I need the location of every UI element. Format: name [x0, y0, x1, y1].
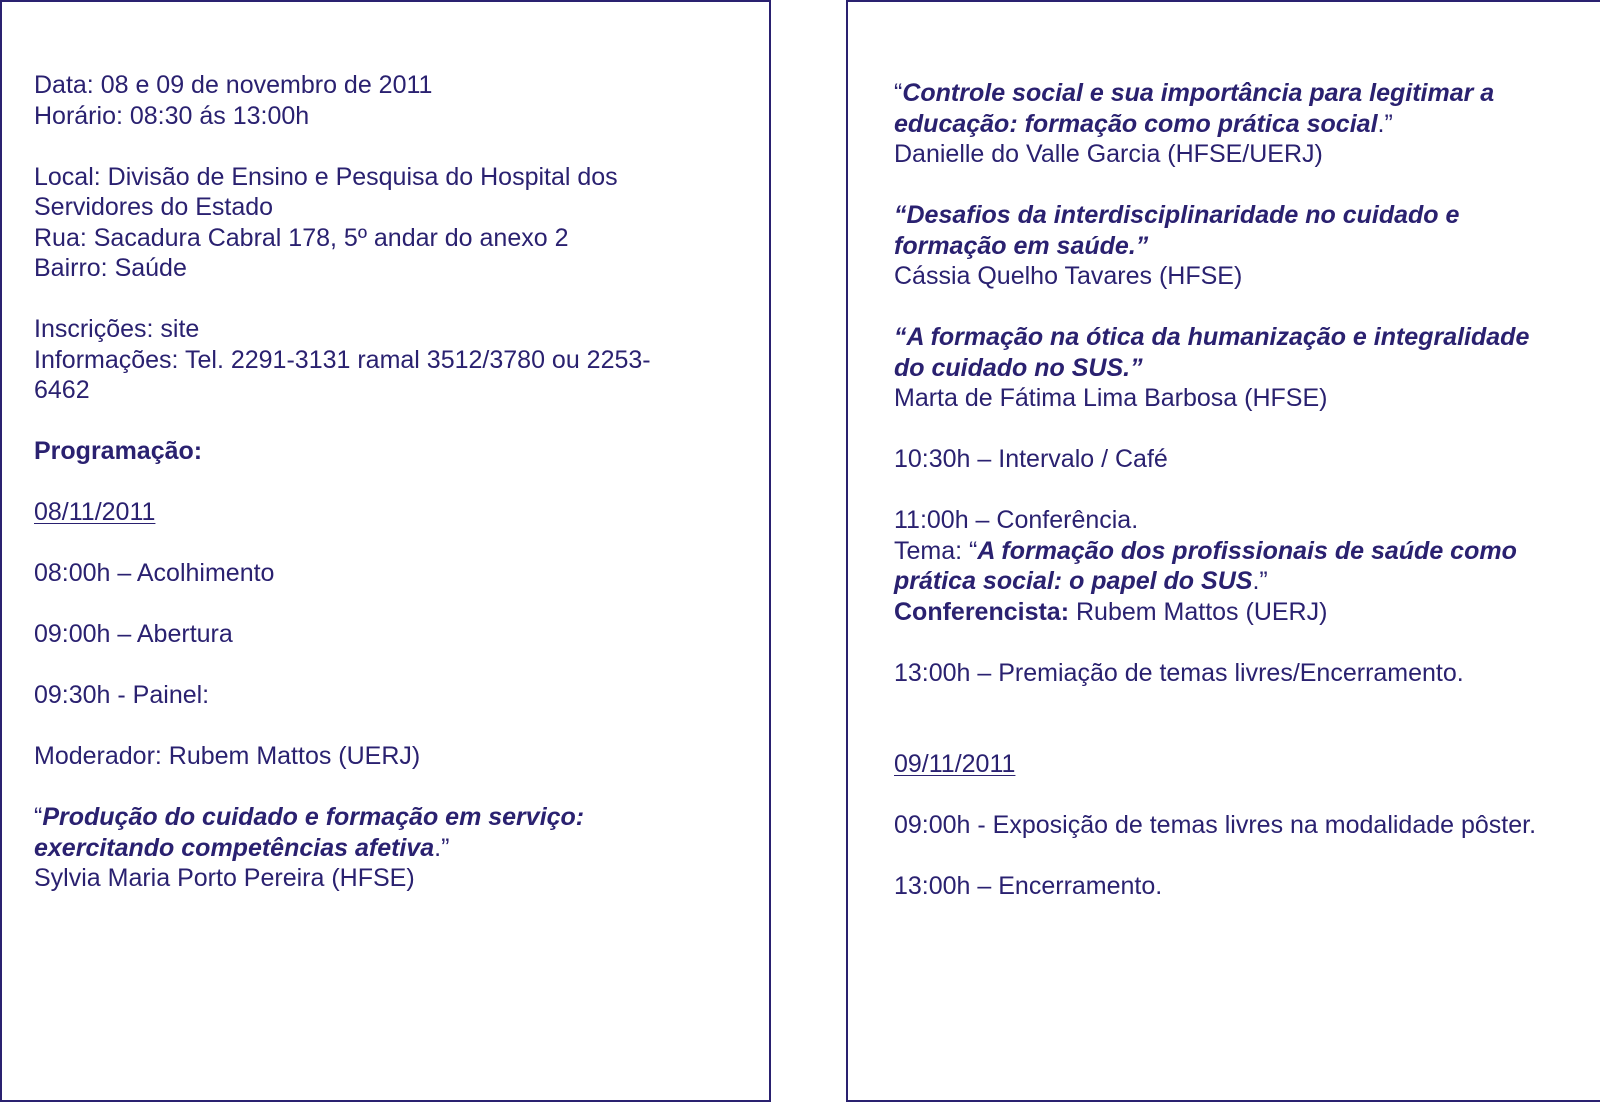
- talk2-close-quote: .”: [1377, 109, 1393, 138]
- event-time: Horário: 08:30 ás 13:00h: [34, 101, 310, 130]
- talk1-close-quote: .”: [434, 833, 450, 862]
- panel-moderator: Moderador: Rubem Mattos (UERJ): [34, 742, 421, 770]
- talk3-title-line2: formação em saúde.”: [894, 231, 1149, 260]
- spacer: [894, 688, 1600, 719]
- spacer: [894, 292, 1600, 323]
- conference-theme-line2: [894, 566, 1600, 597]
- event-street: Rua: Sacadura Cabral 178, 5º andar do anexo 2: [34, 223, 569, 252]
- conference-theme-prefix: Tema: “: [894, 536, 978, 565]
- schedule-item-conferencia: 11:00h – Conferência.: [894, 506, 1139, 534]
- spacer: [894, 627, 1600, 658]
- right-panel-content: [894, 78, 1600, 902]
- talk1-title-line1: [34, 802, 754, 833]
- event-location-line2: Servidores do Estado: [34, 193, 274, 221]
- conference-theme-close: .”: [1252, 567, 1268, 595]
- left-panel-content: [34, 70, 754, 894]
- conference-speaker-name: Rubem Mattos (UERJ): [1069, 597, 1328, 626]
- talk2-title-part2: educação: formação como prática social: [894, 109, 1378, 138]
- spacer: [34, 711, 754, 742]
- event-date: Data: 08 e 09 de novembro de 2011: [34, 71, 433, 99]
- schedule-item-encerramento: 13:00h – Encerramento.: [894, 872, 1163, 900]
- schedule-item-premiacao: 13:00h – Premiação de temas livres/Encerramento.: [894, 658, 1464, 687]
- talk4-speaker: Marta de Fátima Lima Barbosa (HFSE): [894, 384, 1328, 412]
- talk4-title-line2: do cuidado no SUS.”: [894, 353, 1143, 382]
- event-location-line1: Local: Divisão de Ensino e Pesquisa do Hospital dos: [34, 162, 618, 191]
- schedule-item-exposicao: 09:00h - Exposição de temas livres na modalidade pôster.: [894, 811, 1537, 839]
- spacer: [894, 475, 1600, 506]
- talk2-title-line2: [894, 109, 1600, 140]
- conference-theme-part1: A formação dos profissionais de saúde como: [977, 536, 1517, 565]
- day1-date-line: [34, 497, 754, 528]
- schedule-item-intervalo: 10:30h – Intervalo / Café: [894, 445, 1168, 473]
- spacer: [34, 772, 754, 803]
- talk3-speaker: Cássia Quelho Tavares (HFSE): [894, 262, 1243, 290]
- spacer: [34, 528, 754, 559]
- spacer: [894, 414, 1600, 445]
- conference-speaker-label: Conferencista:: [894, 597, 1070, 626]
- spacer: [34, 284, 754, 315]
- talk1-title-line2: [34, 833, 754, 864]
- talk1-title-part2: exercitando competências afetiva: [34, 833, 435, 862]
- left-panel: [0, 0, 771, 1102]
- day1-date: 08/11/2011: [34, 498, 156, 526]
- spacer: [34, 650, 754, 681]
- day2-date-line: [894, 749, 1600, 780]
- talk2-title-part1: Controle social e sua importância para legitimar a: [902, 79, 1495, 107]
- schedule-item-abertura: 09:00h – Abertura: [34, 620, 233, 648]
- right-panel: [846, 0, 1600, 1102]
- day2-date: 09/11/2011: [894, 750, 1016, 778]
- talk1-open-quote: “: [34, 803, 43, 831]
- spacer: [34, 406, 754, 437]
- talk1-speaker: Sylvia Maria Porto Pereira (HFSE): [34, 864, 415, 892]
- conference-theme-part2: prática social: o papel do SUS: [894, 567, 1253, 595]
- program-heading: Programação:: [34, 437, 203, 465]
- spacer: [894, 170, 1600, 201]
- talk2-speaker: Danielle do Valle Garcia (HFSE/UERJ): [894, 140, 1323, 168]
- talk3-title-line1: “Desafios da interdisciplinaridade no cuidado e: [894, 201, 1460, 229]
- schedule-item-painel: 09:30h - Painel:: [34, 681, 210, 709]
- event-neighborhood: Bairro: Saúde: [34, 254, 187, 282]
- contact-info-line1: Informações: Tel. 2291-3131 ramal 3512/3780 ou 2253-: [34, 345, 651, 374]
- spacer: [34, 467, 754, 498]
- spacer: [894, 841, 1600, 872]
- talk1-title-part1: Produção do cuidado e formação em serviço:: [42, 803, 585, 831]
- spacer: [894, 719, 1600, 750]
- talk2-title-line1: [894, 78, 1600, 109]
- contact-info-line2: 6462: [34, 376, 90, 404]
- spacer: [894, 780, 1600, 811]
- schedule-item-acolhimento: 08:00h – Acolhimento: [34, 559, 275, 587]
- spacer: [34, 589, 754, 620]
- spacer: [34, 131, 754, 162]
- talk4-title-line1: “A formação na ótica da humanização e integralidade: [894, 323, 1530, 351]
- conference-speaker: [894, 597, 1600, 628]
- talk2-open-quote: “: [894, 79, 903, 107]
- conference-theme-line1: [894, 536, 1600, 567]
- registration-info: Inscrições: site: [34, 315, 200, 343]
